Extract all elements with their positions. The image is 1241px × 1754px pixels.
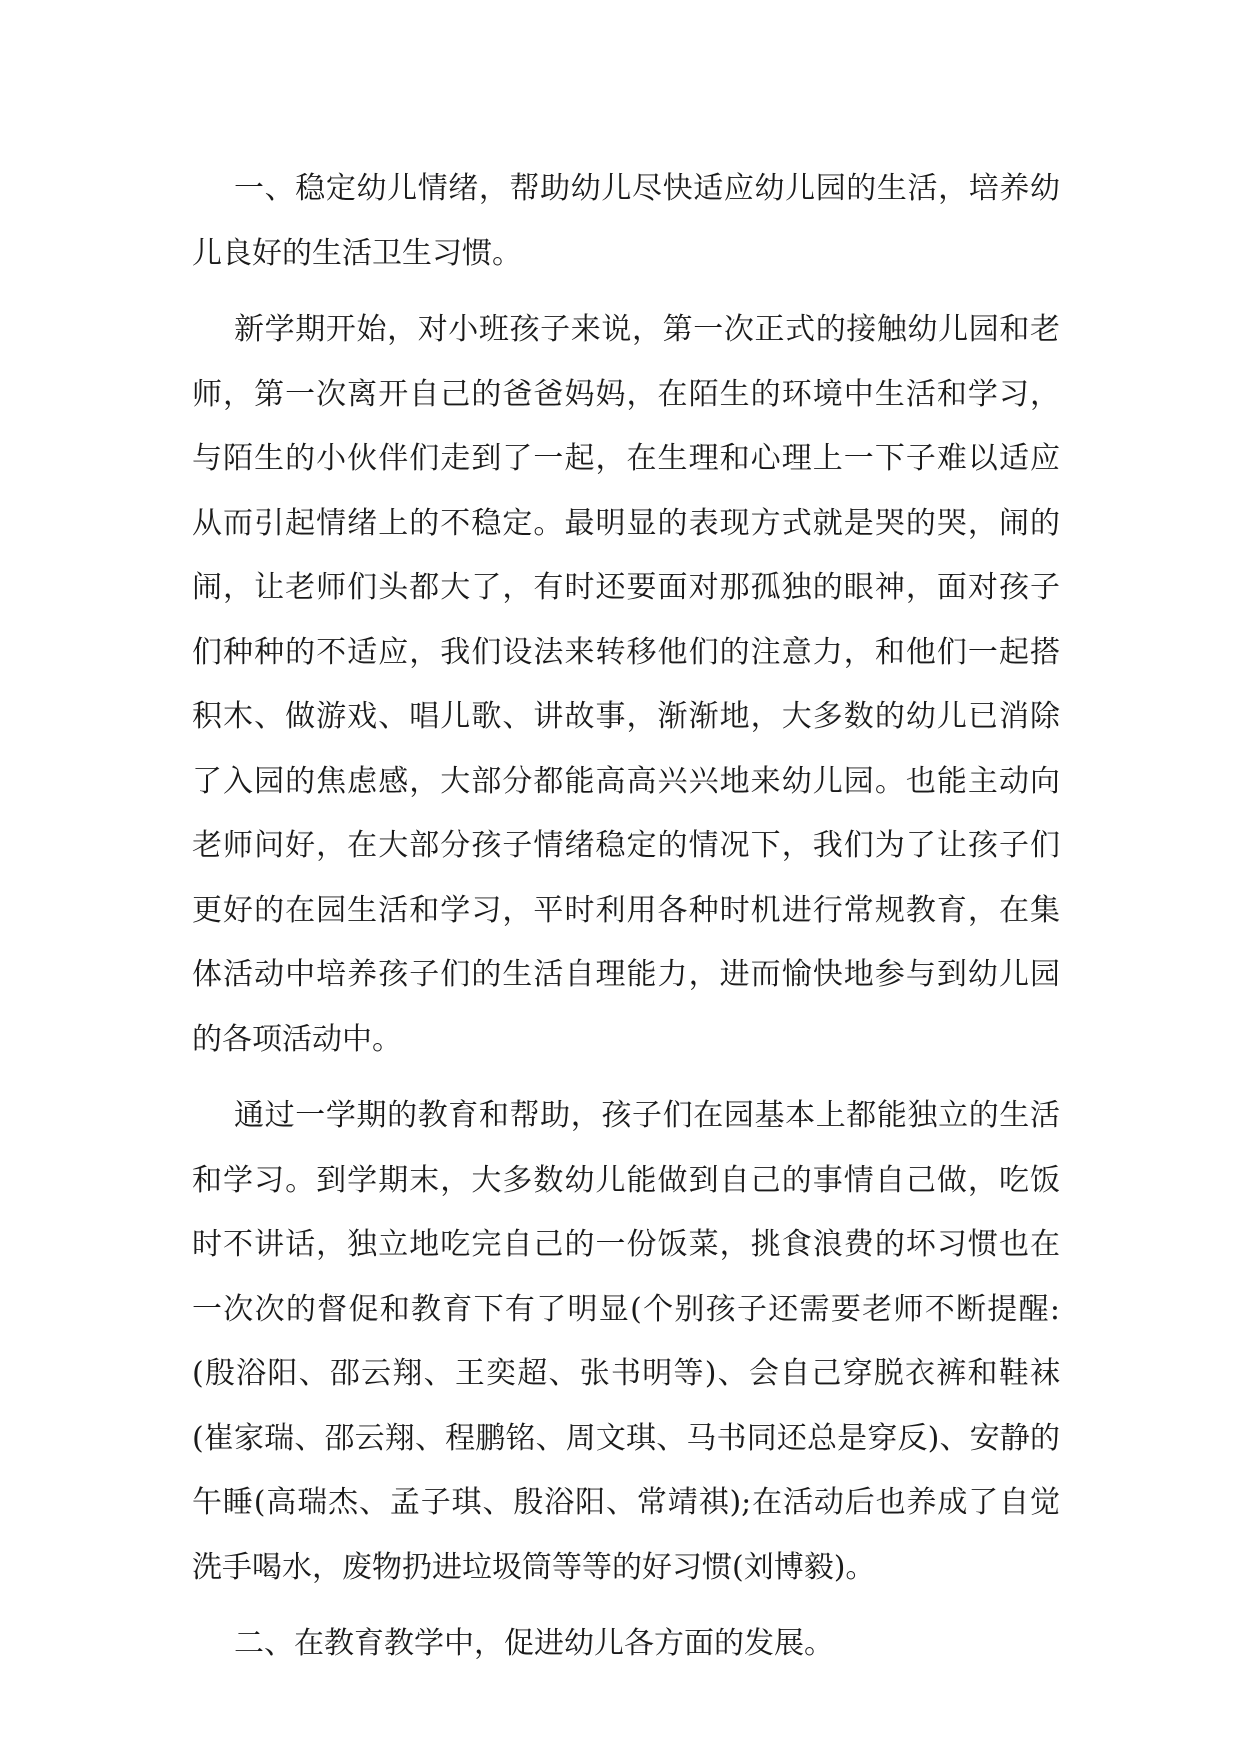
body-paragraph-1: 新学期开始，对小班孩子来说，第一次正式的接触幼儿园和老师，第一次离开自己的爸爸妈妈，在陌生的环境中生活和学习，与陌生的小伙伴们走到了一起，在生理和心理上一下子难以适应从而引起情绪上的不稳定。最明显的表现方式就是哭的哭，闹的闹，让老师们头都大了，有时还要面对那孤独的眼神，面对孩子们种种的不适应，我们设法来转移他们的注意力，和他们一起搭积木、做游戏、唱儿歌、讲故事，渐渐地，大多数的幼儿已消除了入园的焦虑感，大部分都能高高兴兴地来幼儿园。也能主动向老师问好，在大部分孩子情绪稳定的情况下，我们为了让孩子们更好的在园生活和学习，平时利用各种时机进行常规教育，在集体活动中培养孩子们的生活自理能力，进而愉快地参与到幼儿园的各项活动中。	[192, 312, 1060, 1057]
section-heading-1: 一、稳定幼儿情绪，帮助幼儿尽快适应幼儿园的生活，培养幼儿良好的生活卫生习惯。	[192, 171, 1060, 271]
section-heading-2: 二、在教育教学中，促进幼儿各方面的发展。	[234, 1626, 834, 1661]
body-paragraph-2: 通过一学期的教育和帮助，孩子们在园基本上都能独立的生活和学习。到学期末，大多数幼儿能做到自己的事情自己做，吃饭时不讲话，独立地吃完自己的一份饭菜，挑食浪费的坏习惯也在一次次的督促和教育下有了明显(个别孩子还需要老师不断提醒:(殷浴阳、邵云翔、王奕超、张书明等)、会自己穿脱衣裤和鞋袜(崔家瑞、邵云翔、程鹏铭、周文琪、马书同还总是穿反)、安静的午睡(高瑞杰、孟子琪、殷浴阳、常靖祺);在活动后也养成了自觉洗手喝水，废物扔进垃圾筒等等的好习惯(刘博毅)。	[192, 1098, 1060, 1585]
document-body	[192, 157, 1060, 1689]
